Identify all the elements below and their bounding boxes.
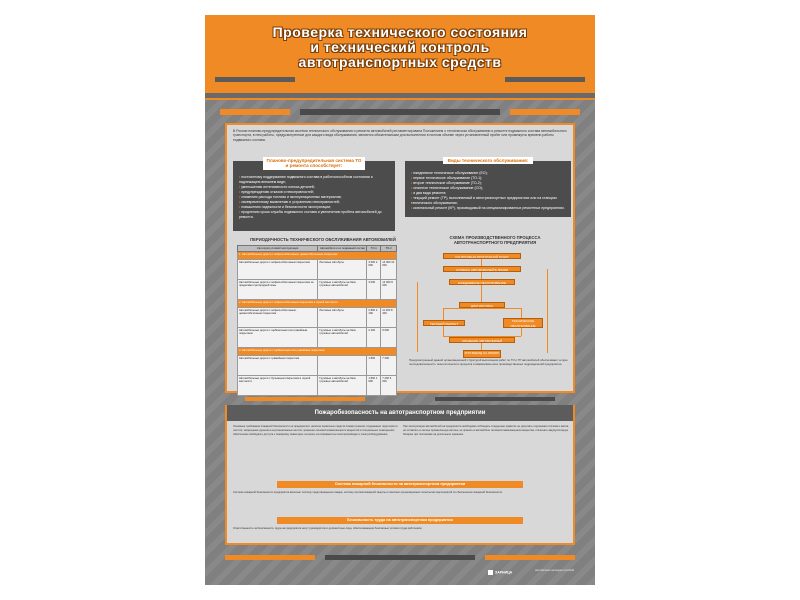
main-content-panel: [225, 123, 575, 393]
table-header-cell: Автомобили и их подвижной состав: [318, 246, 367, 252]
maintenance-types-box: [405, 158, 571, 217]
header-stripe: [215, 77, 295, 82]
table-cell: 2. Автомобильные дороги с асфальтобетонным покрытием в горной местности: [238, 300, 397, 308]
list-item: • предупреждению отказов и неисправностей;: [239, 190, 391, 195]
table-cell: 7 200 6 000: [381, 376, 397, 396]
labor-safety-bar: Безопасность труда на автотранспортном предприятии: [277, 517, 523, 524]
list-item: • повышению надежности и безопасности эксплуатации;: [239, 205, 391, 210]
fire-safety-panel: [225, 405, 575, 545]
list-item: • капитальный ремонт (КР), производимый на специализированных ремонтных предприятиях.: [411, 206, 567, 211]
list-item: • своевременному выявлению и устранению неисправностей;: [239, 200, 391, 205]
table-section-row: [238, 252, 397, 260]
fire-system-text: Система пожарной безопасности предприятия включает систему предотвращения пожара, систему противопожарной защиты и комплекс организационно-технических мероприятий по обеспечению пожарной безопасности.: [233, 491, 503, 494]
table-row: [238, 328, 397, 348]
maintenance-types-list: [411, 171, 567, 211]
scheme-node-current-repair: ТЕКУЩИЙ РЕМОНТ: [423, 320, 465, 326]
fire-safety-heading: Пожаробезопасность на автотранспортном предприятии: [227, 405, 573, 421]
table-cell: [318, 356, 367, 376]
labor-safety-text: Ответственность за безопасность труда на предприятии несут руководители и должностные лица, обеспечивающие безопасные условия труда работников.: [233, 527, 423, 530]
scheme-return-line: [417, 282, 418, 352]
list-item: • второе техническое обслуживание (ТО-2);: [411, 181, 567, 186]
table-cell: Грузовые и автобусы на базе грузовых автомобилей: [318, 376, 367, 396]
list-item: • сезонное техническое обслуживание (СО);: [411, 186, 567, 191]
table-cell: 1 800: [367, 356, 381, 376]
table-cell: Автомобильные дороги с булыжным покрытием в горной местности: [238, 376, 318, 396]
ppr-system-heading: Планово-предупредительная система ТО и ремонта способствует:: [263, 157, 365, 170]
scheme-connector: [443, 308, 444, 320]
scheme-connector: [521, 328, 522, 336]
ppr-benefits-list: [239, 175, 391, 220]
list-item: • первое техническое обслуживание (ТО-1);: [411, 176, 567, 181]
periodicity-table: [237, 245, 397, 396]
header-stripe: [205, 93, 595, 98]
table-cell: 2 400: [367, 328, 381, 348]
scheme-node-exit: КПП ВЫЕЗД НА ЛИНИЮ: [463, 350, 501, 358]
fire-safety-left-text: Основные требования пожарной безопасности на предприятии: наличие первичных средств пожаротушения; содержание территории в чистоте; запрещение курения в неустановленных местах; хранение легковоспламеняющихся жидкостей в специальных помещениях; обеспечение свободного доступа к пожарному инвентарю; контроль за исправностью электропроводки и электрооборудования.: [233, 425, 398, 436]
logo-tagline: изготовление наглядных пособий: [535, 569, 574, 572]
table-section-row: [238, 300, 397, 308]
table-cell: 1. Автомобильные дороги с асфальтобетонным, цементобетонным покрытием: [238, 252, 397, 260]
scheme-connector: [481, 272, 482, 279]
decorative-bar: [245, 397, 365, 401]
table-header-cell: ТО-2: [381, 246, 397, 252]
decorative-bar: [485, 555, 575, 560]
table-row: [238, 260, 397, 280]
list-item: • снижению расхода топлива и эксплуатационных материалов;: [239, 195, 391, 200]
scheme-node-maintenance: ТЕХНИЧЕСКОЕ ОБСЛУЖИВАНИЕ: [503, 318, 543, 328]
table-row: [238, 308, 397, 328]
table-cell: 7 200: [381, 356, 397, 376]
decorative-bar: [300, 109, 500, 115]
periodicity-table-title: ПЕРИОДИЧНОСТЬ ТЕХНИЧЕСКОГО ОБСЛУЖИВАНИЯ АВТОМОБИЛЕЙ: [250, 237, 396, 242]
header-band: [205, 15, 595, 100]
logo-name: ЗАРНИЦА: [495, 570, 513, 575]
table-row: [238, 280, 397, 300]
scheme-node-checkpoint: КОНТРОЛЬНО-ПРОПУСКНОЙ ПУНКТ: [443, 253, 521, 259]
table-cell: 1 800 1 600: [367, 376, 381, 396]
table-cell: Автомобильные дороги с асфальтобетонным покрытием за пределами пригородной зоны: [238, 280, 318, 300]
logo-mark-icon: [488, 570, 493, 575]
scheme-return-line: [547, 269, 548, 353]
list-item: • текущий ремонт (ТР), выполняемый в автотранспортных предприятиях или на станциях технического обслуживания;: [411, 196, 567, 206]
decorative-bar: [220, 109, 290, 115]
table-cell: 3 500 2 600: [367, 260, 381, 280]
poster-title: [225, 25, 575, 70]
table-header-cell: Категория условий эксплуатации: [238, 246, 318, 252]
header-stripe: [505, 77, 585, 82]
fire-safety-right-text: При эксплуатации автомобилей на предприятии необходимо соблюдать следующие правила: не допускать подтекания топлива и масла; не оставлять в салоне промасленную ветошь; не хранить в автомобиле легковоспламеняющиеся вещества; отключать аккумуляторную батарею при постановке на длительное хранение.: [403, 425, 569, 436]
table-section-row: [238, 348, 397, 356]
fire-system-bar: Система пожарной безопасности на автотранспортном предприятии: [277, 481, 523, 488]
table-cell: Грузовые и автобусы на базе грузовых автомобилей: [318, 280, 367, 300]
list-item: • и два вида ремонта:: [411, 191, 567, 196]
title-line-3: автотранспортных средств: [298, 54, 502, 70]
decorative-bar: [225, 555, 315, 560]
table-cell: 2 800 2 100: [367, 308, 381, 328]
scheme-node-daily-service: ЕЖЕДНЕВНОЕ ОБСЛУЖИВАНИЕ: [449, 279, 515, 285]
title-line-1: Проверка технического состояния: [272, 24, 528, 40]
table-row: [238, 356, 397, 376]
table-cell: 14 000 10 000: [381, 260, 397, 280]
table-cell: 3 000: [367, 280, 381, 300]
scheme-note: Предусмотренный данной организационной структурой выполнения работ по ТО и ТР автомобилей обеспечивает четкую последовательность технологического процесса и взаимосвязь всех производственных подразделений предприятия.: [409, 358, 568, 366]
scheme-node-storage: ХРАНЕНИЕ АВТОМОБИЛЕЙ: [449, 337, 515, 343]
table-row: [238, 376, 397, 396]
scheme-connector: [521, 308, 522, 318]
table-cell: Легковые Автобусы: [318, 260, 367, 280]
table-cell: 9 600: [381, 328, 397, 348]
table-cell: Грузовые и автобусы на базе грузовых автомобилей: [318, 328, 367, 348]
poster: [205, 15, 595, 585]
table-cell: 12 000 9 000: [381, 280, 397, 300]
scheme-node-diagnostics: ДИАГНОСТИКА: [459, 302, 505, 308]
ppr-system-box: [233, 158, 395, 231]
scheme-node-parking: СТОЯНКА АВТОМОБИЛЕЙ В ЛИНИИ: [443, 266, 521, 272]
decorative-bar: [510, 109, 580, 115]
table-header-cell: ТО-1: [367, 246, 381, 252]
table-cell: 3. Автомобильные дороги с щебёночным или гравийным покрытием: [238, 348, 397, 356]
scheme-title: СХЕМА ПРОИЗВОДСТВЕННОГО ПРОЦЕССА АВТОТРАНСПОРТНОГО ПРЕДПРИЯТИЯ: [449, 235, 541, 245]
table-cell: Автомобильные дороги с асфальтобетонным покрытием: [238, 260, 318, 280]
list-item: • уменьшению интенсивности износа деталей;: [239, 185, 391, 190]
intro-text: В России планово-предупредительная система технического обслуживания и ремонта автомобилей регламентирована Положением о техническом обслуживании и ремонте подвижного состава автомобильного транспорта, в нем работы, предусмотренные для каждого вида обслуживания, являются обязательными для выполнения в полном объеме через установленный пробег или промежуток времени работы подвижного состава.: [233, 129, 567, 142]
scheme-connector: [481, 285, 482, 302]
scheme-connector: [443, 308, 521, 309]
table-cell: Автомобильные дороги с гравийным покрытием: [238, 356, 318, 376]
scheme-connector: [443, 326, 444, 336]
list-item: • постоянному поддержанию подвижного состава в работоспособном состоянии и надлежащем внешнем виде;: [239, 175, 391, 185]
scheme-connector: [481, 343, 482, 350]
publisher-logo: [488, 570, 512, 575]
table-cell: Автомобильные дороги с щебёночным или гравийным покрытием: [238, 328, 318, 348]
maintenance-types-heading: Виды технического обслуживания:: [443, 157, 533, 164]
decorative-bar: [325, 555, 475, 560]
list-item: • ежедневное техническое обслуживание (ЕО);: [411, 171, 567, 176]
decorative-bar: [435, 397, 555, 401]
table-cell: Легковые Автобусы: [318, 308, 367, 328]
table-cell: 11 200 8 400: [381, 308, 397, 328]
scheme-connector: [481, 259, 482, 266]
table-cell: Автомобильные дороги с асфальтобетонным, цементобетонным покрытием: [238, 308, 318, 328]
title-line-2: и технический контроль: [310, 39, 490, 55]
list-item: • продлению срока службы подвижного состава и увеличению пробега автомобилей до ремонта.: [239, 210, 391, 220]
